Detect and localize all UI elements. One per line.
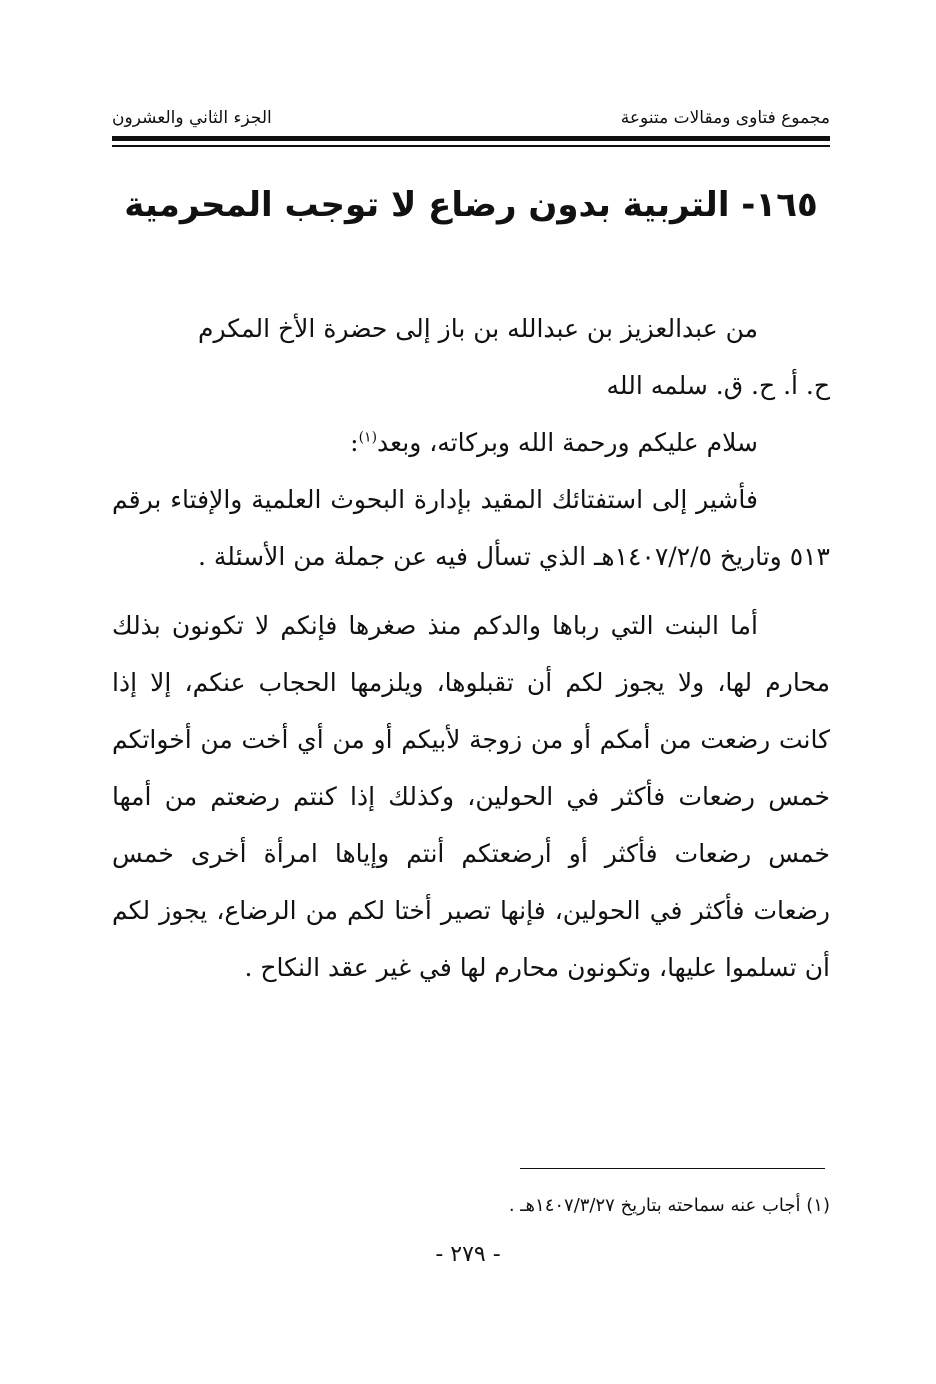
letter-answer-paragraph: أما البنت التي رباها والدكم منذ صغرها فإنكم لا تكونون بذلك محارم لها، ولا يجوز لكم أن تقبلوها، ويلزمها الحجاب عنكم، إلا إذا كانت رضعت من أمكم أو من زوجة لأبيكم أو من أي أخت من أخواتكم خمس رضعات فأكثر في الحولين، وكذلك إذا كنتم رضعتم من أمها خمس رضعات فأكثر أو أرضعتكم أنتم وإياها امرأة أخرى خمس رضعات فأكثر في الحولين، فإنها تصير أختا لكم من الرضاع، يجوز لكم أن تسلموا عليها، وتكونون محارم لها في غير عقد النكاح . [112, 611, 830, 982]
volume-label: الجزء الثاني والعشرون [112, 108, 272, 128]
greeting-end: : [350, 428, 359, 457]
letter-greeting [112, 414, 830, 471]
page-number: - ٢٧٩ - [435, 1242, 501, 1267]
letter-addressee: ح. أ. ح. ق. سلمه الله [606, 371, 830, 400]
book-title: مجموع فتاوى ومقالات متنوعة [620, 108, 830, 128]
header-rule-secondary [112, 145, 830, 147]
letter-intro-paragraph: فأشير إلى استفتائك المقيد بإدارة البحوث العلمية والإفتاء برقم ٥١٣ وتاريخ ١٤٠٧/٢/٥هـ الذي تسأل فيه عن جملة من الأسئلة . [112, 485, 830, 571]
footnote-marker: (١) [358, 429, 378, 446]
letter-from-line: من عبدالعزيز بن عبدالله بن باز إلى حضرة الأخ المكرم [197, 314, 758, 343]
footnote: (١) أجاب عنه سماحته بتاريخ ١٤٠٧/٣/٢٧هـ . [508, 1195, 830, 1216]
running-header [112, 92, 830, 128]
body-text [112, 300, 830, 996]
footnote-rule [520, 1168, 825, 1169]
greeting-text: سلام عليكم ورحمة الله وبركاته، وبعد [377, 428, 758, 457]
header-rule [112, 136, 830, 141]
chapter-title: ١٦٥- التربية بدون رضاع لا توجب المحرمية [124, 185, 818, 225]
